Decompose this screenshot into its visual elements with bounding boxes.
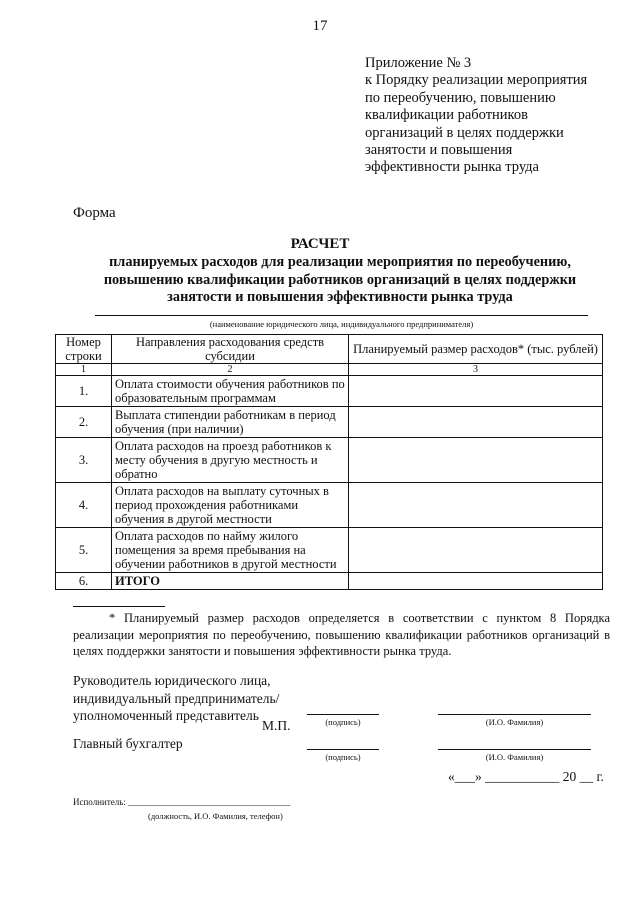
table-row <box>56 376 603 407</box>
appendix-line: занятости и повышения <box>365 142 513 159</box>
head-name-line[interactable] <box>438 714 591 715</box>
stamp-place: М.П. <box>262 718 291 733</box>
head-label-line: уполномоченный представитель <box>73 708 259 723</box>
head-signature-line[interactable] <box>307 714 379 715</box>
date-field[interactable]: «___» ___________ 20 __ г. <box>448 769 604 784</box>
head-label-line: индивидуальный предприниматель/ <box>73 690 280 706</box>
row-number: 5. <box>56 528 112 573</box>
org-name-line[interactable] <box>95 315 588 316</box>
row-direction: Выплата стипендии работникам в период обучения (при наличии) <box>112 407 349 438</box>
table-row <box>56 438 603 483</box>
chief-signature-line[interactable] <box>307 749 379 750</box>
header-amount: Планируемый размер расходов* (тыс. рублей) <box>349 335 603 364</box>
row-direction: Оплата расходов на проезд работников к месту обучения в другую местность и обратно <box>112 438 349 483</box>
header-row-number: Номер строки <box>56 335 112 364</box>
column-number: 3 <box>349 364 603 376</box>
appendix-line: по переобучению, повышению <box>365 89 556 106</box>
footnote-text: * Планируемый размер расходов определяется в соответствии с пунктом 8 Порядка реализации мероприятия по переобучению, повышению квалификации работников организаций в целях поддержки занятости и повышения эффективности рынка труда. <box>73 611 610 658</box>
row-number: 2. <box>56 407 112 438</box>
appendix-line: Приложение № 3 <box>365 55 472 71</box>
appendix-line: организаций в целях поддержки <box>365 124 564 141</box>
row-direction: Оплата расходов по найму жилого помещения за время пребывания на обучении работников в другой местности <box>112 528 349 573</box>
signature-caption: (подпись) <box>325 752 361 762</box>
chief-name-line[interactable] <box>438 749 591 750</box>
calculation-table <box>55 334 603 590</box>
head-label-line: Руководитель юридического лица, <box>73 673 271 688</box>
row-direction: Оплата стоимости обучения работников по образовательным программам <box>112 376 349 407</box>
subtitle-line: занятости и повышения эффективности рынка труда <box>167 289 513 306</box>
row-number: 1. <box>56 376 112 407</box>
column-number: 1 <box>56 364 112 376</box>
document-title: РАСЧЕТ <box>290 236 350 252</box>
row-number: 3. <box>56 438 112 483</box>
table-row <box>56 528 603 573</box>
subtitle-line: повышению квалификации работников организаций в целях поддержки <box>103 271 577 288</box>
appendix-block <box>365 55 635 177</box>
appendix-line: к Порядку реализации мероприятия <box>365 72 588 89</box>
row-number: 4. <box>56 483 112 528</box>
table-row <box>56 483 603 528</box>
org-name-caption: (наименование юридического лица, индивидуального предпринимателя) <box>209 319 474 329</box>
name-caption: (И.О. Фамилия) <box>485 717 544 727</box>
document-subtitle <box>70 254 610 307</box>
appendix-line: квалификации работников <box>365 107 528 124</box>
name-caption: (И.О. Фамилия) <box>485 752 544 762</box>
chief-accountant-label: Главный бухгалтер <box>73 736 183 751</box>
row-amount-cell[interactable] <box>349 483 603 528</box>
row-direction: Оплата расходов на выплату суточных в период прохождения работниками обучения в другой местности <box>112 483 349 528</box>
row-amount-cell[interactable] <box>349 438 603 483</box>
row-amount-cell[interactable] <box>349 376 603 407</box>
form-label: Форма <box>73 205 116 221</box>
table-row <box>56 407 603 438</box>
column-number: 2 <box>112 364 349 376</box>
signature-caption: (подпись) <box>325 717 361 727</box>
executor-field[interactable]: Исполнитель: ____________________________________ <box>73 797 291 807</box>
footnote-separator <box>73 606 165 607</box>
executor-caption: (должность, И.О. Фамилия, телефон) <box>148 811 283 821</box>
head-signature-label <box>73 672 279 725</box>
row-amount-cell[interactable] <box>349 407 603 438</box>
subtitle-line: планируемых расходов для реализации мероприятия по переобучению, <box>109 254 571 270</box>
total-label: ИТОГО <box>112 573 349 590</box>
page-number: 17 <box>312 18 328 34</box>
column-number-row <box>56 364 603 376</box>
row-amount-cell[interactable] <box>349 528 603 573</box>
table-total-row <box>56 573 603 590</box>
header-direction: Направления расходования средств субсидии <box>112 335 349 364</box>
appendix-line: эффективности рынка труда <box>365 159 539 176</box>
row-number: 6. <box>56 573 112 590</box>
table-header-row <box>56 335 603 364</box>
total-amount-cell[interactable] <box>349 573 603 590</box>
